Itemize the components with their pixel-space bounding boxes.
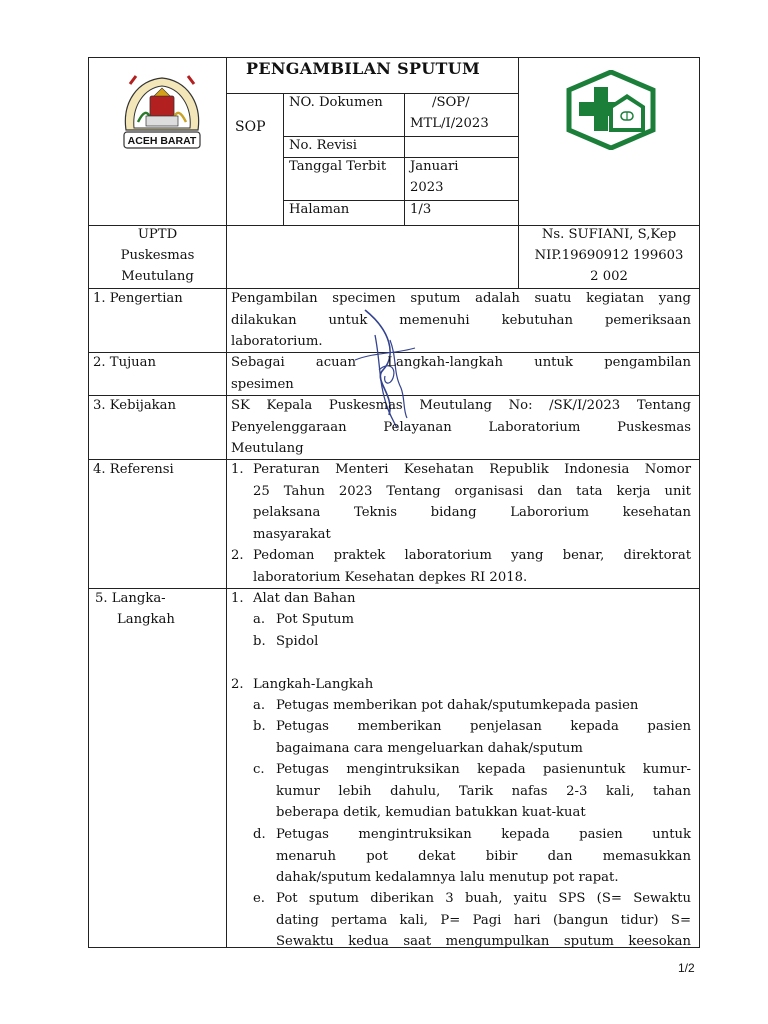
step-b-num: b. bbox=[253, 719, 266, 734]
meta-value-tanggal-terbit-2: 2023 bbox=[410, 180, 444, 195]
step-a-num: a. bbox=[253, 698, 266, 713]
meta-value-tanggal-terbit-1: Januari bbox=[410, 159, 459, 174]
label-tujuan: 2. Tujuan bbox=[93, 355, 157, 370]
label-langkah-2: Langkah bbox=[117, 612, 175, 627]
sub1-num: 1. bbox=[231, 591, 244, 606]
meta-value-no-dokumen-1: /SOP/ bbox=[432, 95, 470, 110]
meta-label-halaman: Halaman bbox=[289, 202, 350, 217]
logo-text: ACEH BARAT bbox=[127, 135, 197, 147]
sop-label: SOP bbox=[235, 119, 266, 135]
label-referensi: 4. Referensi bbox=[93, 462, 174, 477]
ref-num-2: 2. bbox=[231, 548, 244, 563]
signer-name: Ns. SUFIANI, S,Kep bbox=[541, 227, 677, 242]
sub2-title: Langkah-Langkah bbox=[253, 677, 374, 692]
sub1-item-a: Pot Sputum bbox=[276, 612, 355, 627]
document-title: PENGAMBILAN SPUTUM bbox=[246, 59, 481, 78]
org-line-2: Puskesmas bbox=[120, 248, 195, 263]
label-kebijakan: 3. Kebijakan bbox=[93, 398, 177, 413]
meta-value-halaman: 1/3 bbox=[410, 202, 432, 217]
step-e: Pot sputum diberikan 3 buah, yaitu SPS (S= Sewaktu dating pertama kali, P= Pagi hari (bangun tidur) S= Sewaktu kedua saat mengumpulkan sputum keesokan bbox=[276, 891, 691, 949]
meta-label-no-revisi: No. Revisi bbox=[289, 138, 358, 153]
sub2-num: 2. bbox=[231, 677, 244, 692]
step-e-num: e. bbox=[253, 891, 265, 906]
label-langkah-1: 5. Langka- bbox=[95, 591, 166, 606]
aceh-barat-logo bbox=[120, 72, 204, 152]
step-d-num: d. bbox=[253, 827, 266, 842]
step-c: Petugas mengintruksikan kepada pasienuntuk kumur- kumur lebih dahulu, Tarik nafas 2-3 kali, tahan beberapa detik, kemudian batukkan kuat-kuat bbox=[276, 762, 691, 820]
org-line-1: UPTD bbox=[137, 227, 178, 242]
ref-item-2: Pedoman praktek laboratorium yang benar, direktorat laboratorium Kesehatan depkes RI 2018. bbox=[253, 548, 691, 585]
step-d: Petugas mengintruksikan kepada pasien untuk menaruh pot dekat bibir dan memasukkan dahak/sputum kedalamnya lalu menutup pot rapat. bbox=[276, 827, 691, 885]
label-pengertian: 1. Pengertian bbox=[93, 291, 183, 306]
sub1-item-b: Spidol bbox=[276, 634, 319, 649]
text-pengertian: Pengambilan specimen sputum adalah suatu kegiatan yang dilakukan untuk memenuhi kebutuhan pemeriksaan laboratorium. bbox=[231, 291, 691, 349]
sub1-title: Alat dan Bahan bbox=[253, 591, 356, 606]
ref-num-1: 1. bbox=[231, 462, 244, 477]
meta-label-tanggal-terbit: Tanggal Terbit bbox=[289, 159, 387, 174]
org-line-3: Meutulang bbox=[121, 269, 194, 284]
sub1-item-a-num: a. bbox=[253, 612, 266, 627]
meta-value-no-dokumen-2: MTL/I/2023 bbox=[410, 116, 489, 131]
signer-nip-cont: 2 002 bbox=[590, 269, 628, 284]
step-b: Petugas memberikan penjelasan kepada pasien bagaimana cara mengeluarkan dahak/sputum bbox=[276, 719, 691, 756]
step-c-num: c. bbox=[253, 762, 265, 777]
ref-item-1: Peraturan Menteri Kesehatan Republik Indonesia Nomor 25 Tahun 2023 Tentang organisasi dan tata kerja unit pelaksana Teknis bidang Labororium kesehatan masyarakat bbox=[253, 462, 691, 542]
puskesmas-logo bbox=[565, 70, 657, 150]
signer-nip: NIP.19690912 199603 bbox=[534, 248, 684, 263]
meta-label-no-dokumen: NO. Dokumen bbox=[289, 95, 383, 110]
text-kebijakan: SK Kepala Puskesmas Meutulang No: /SK/I/2023 Tentang Penyelenggaraan Pelayanan Laboratorium Puskesmas Meutulang bbox=[231, 398, 691, 456]
sub1-item-b-num: b. bbox=[253, 634, 266, 649]
step-a: Petugas memberikan pot dahak/sputumkepada pasien bbox=[276, 698, 639, 713]
text-tujuan: Sebagai acuan Langkah-langkah untuk pengambilan spesimen bbox=[231, 355, 691, 392]
page-number: 1/2 bbox=[678, 961, 695, 975]
